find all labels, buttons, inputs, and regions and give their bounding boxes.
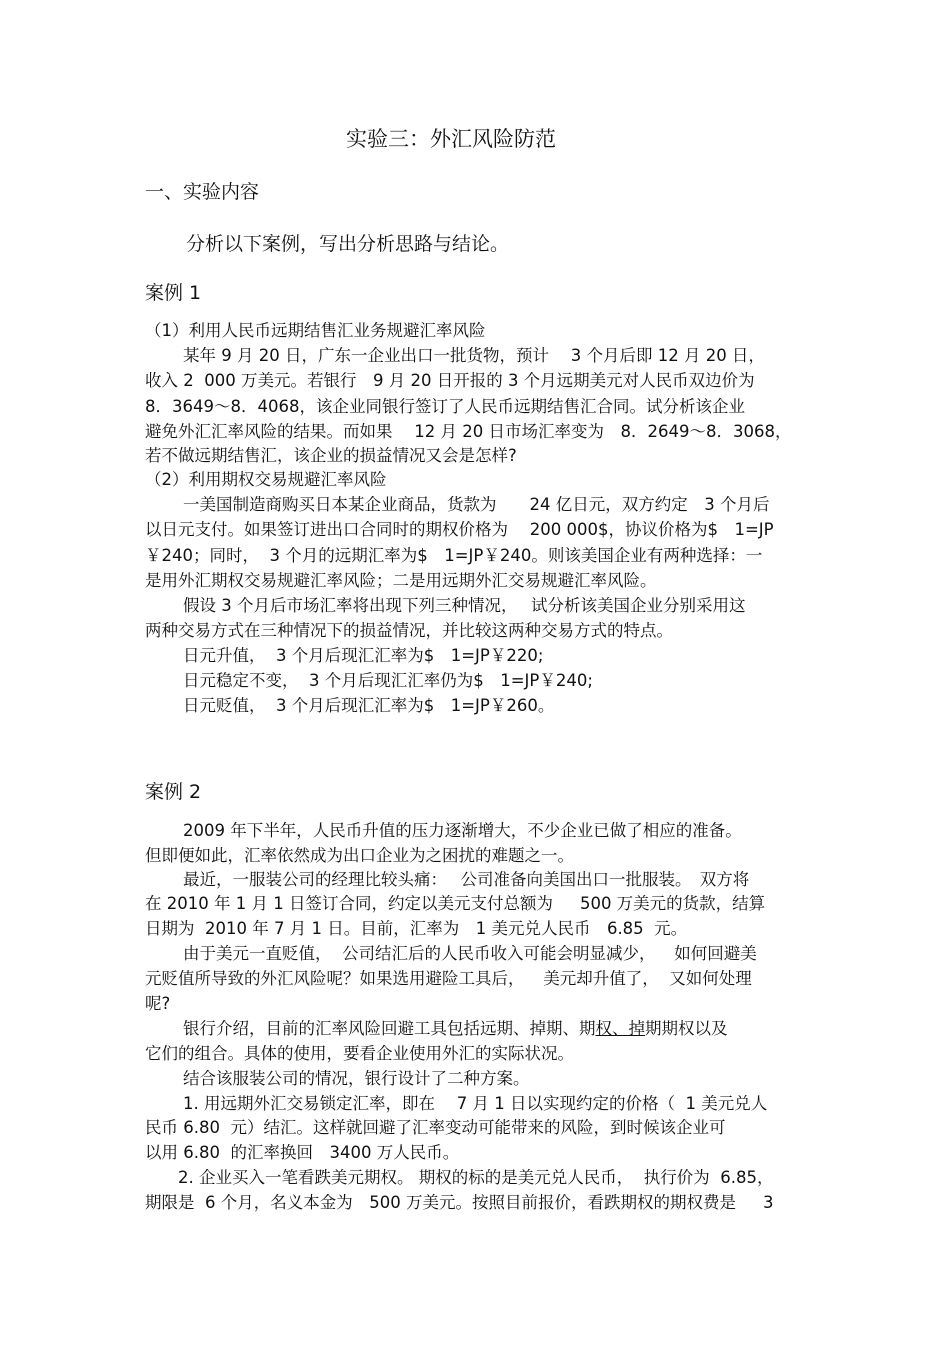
case1-p2-line: 是用外汇期权交易规避汇率风险；二是用远期外汇交易规避汇率风险。 xyxy=(145,571,657,590)
case2-p1-line: 但即便如此，汇率依然成为出口企业为之困扰的难题之一。 xyxy=(145,846,574,865)
case1-p2-line: 以日元支付。如果签订进出口合同时的期权价格为 200 000$，协议价格为$ 1=JP xyxy=(145,520,774,539)
page-title: 实验三：外汇风险防范 xyxy=(346,127,556,151)
case2-p4-underlined: 权、掉 xyxy=(595,1019,645,1038)
case2-p4-text: 银行介绍，目前的汇率风险回避工具包括远期、掉期、期 xyxy=(183,1019,596,1038)
case2-p4-text: 期期权以及 xyxy=(645,1019,728,1038)
option1-line: 民币 6.80 元）结汇。这样就回避了汇率变动可能带来的风险，到时候该企业可 xyxy=(145,1118,726,1137)
case1-heading: 案例 1 xyxy=(145,282,202,304)
option2-line: 2. 企业买入一笔看跌美元期权。 期权的标的是美元兑人民币， 执行价为 6.85， xyxy=(178,1168,774,1187)
case2-p3-line: 呢? xyxy=(145,994,171,1013)
case1-p1-line: 8．3649～8．4068，该企业同银行签订了人民币远期结售汇合同。试分析该企业 xyxy=(145,397,745,416)
option1-line: 1. 用远期外汇交易锁定汇率，即在 7 月 1 日以实现约定的价格（ 1 美元兑人 xyxy=(183,1094,768,1113)
section-heading: 一、实验内容 xyxy=(145,181,260,203)
scenario-line: 日元贬值， 3 个月后现汇汇率为$ 1=JP￥260。 xyxy=(183,696,555,715)
case1-sub2: （2）利用期权交易规避汇率风险 xyxy=(145,470,387,489)
case1-p3-line: 两种交易方式在三种情况下的损益情况，并比较这两种交易方式的特点。 xyxy=(145,621,673,640)
case1-p2-line: 一美国制造商购买日本某企业商品，货款为 24 亿日元，双方约定 3 个月后 xyxy=(183,495,770,514)
case1-p1-line: 某年 9 月 20 日，广东一企业出口一批货物，预计 3 个月后即 12 月 20 日， xyxy=(183,346,765,365)
case2-heading: 案例 2 xyxy=(145,781,202,803)
option2-line: 期限是 6 个月，名义本金为 500 万美元。按照目前报价，看跌期权的期权费是 3 xyxy=(145,1193,774,1212)
case2-p2-line: 在 2010 年 1 月 1 日签订合同，约定以美元支付总额为 500 万美元的货款，结算 xyxy=(145,894,766,913)
case1-p1-line: 若不做远期结售汇，该企业的损益情况又会是怎样? xyxy=(145,446,517,465)
case1-p3-line: 假设 3 个月后市场汇率将出现下列三种情况， 试分析该美国企业分别采用这 xyxy=(183,596,746,615)
scenario-line: 日元升值， 3 个月后现汇汇率为$ 1=JP￥220; xyxy=(183,646,544,665)
case2-p4-line: 它们的组合。具体的使用，要看企业使用外汇的实际状况。 xyxy=(145,1044,574,1063)
scenario-line: 日元稳定不变， 3 个月后现汇汇率仍为$ 1=JP￥240; xyxy=(183,671,593,690)
intro-text: 分析以下案例，写出分析思路与结论。 xyxy=(186,233,510,255)
case1-sub1: （1）利用人民币远期结售汇业务规避汇率风险 xyxy=(145,321,486,340)
case2-p2-line: 日期为 2010 年 7 月 1 日。目前，汇率为 1 美元兑人民币 6.85 元。 xyxy=(145,919,688,938)
case2-p3-line: 由于美元一直贬值， 公司结汇后的人民币收入可能会明显减少， 如何回避美 xyxy=(183,944,757,963)
case2-p2-line: 最近，一服装公司的经理比较头痛： 公司准备向美国出口一批服装。 双方将 xyxy=(183,870,750,889)
case1-p1-line: 收入 2 000 万美元。若银行 9 月 20 日开报的 3 个月远期美元对人民币双边价为 xyxy=(145,371,755,390)
case1-p1-line: 避免外汇汇率风险的结果。而如果 12 月 20 日市场汇率变为 8．2649～8．3068， xyxy=(145,422,792,441)
case2-p1-line: 2009 年下半年，人民币升值的压力逐渐增大，不少企业已做了相应的准备。 xyxy=(183,821,742,840)
case2-p3-line: 元贬值所导致的外汇风险呢？如果选用避险工具后， 美元却升值了， 又如何处理 xyxy=(145,969,752,988)
case1-p2-line: ￥240；同时， 3 个月的远期汇率为$ 1=JP￥240。则该美国企业有两种选择：一 xyxy=(145,546,763,565)
option1-line: 以用 6.80 的汇率换回 3400 万人民币。 xyxy=(145,1143,460,1162)
case2-p5: 结合该服装公司的情况，银行设计了二种方案。 xyxy=(183,1069,530,1088)
case2-p4-line xyxy=(183,1018,728,1040)
